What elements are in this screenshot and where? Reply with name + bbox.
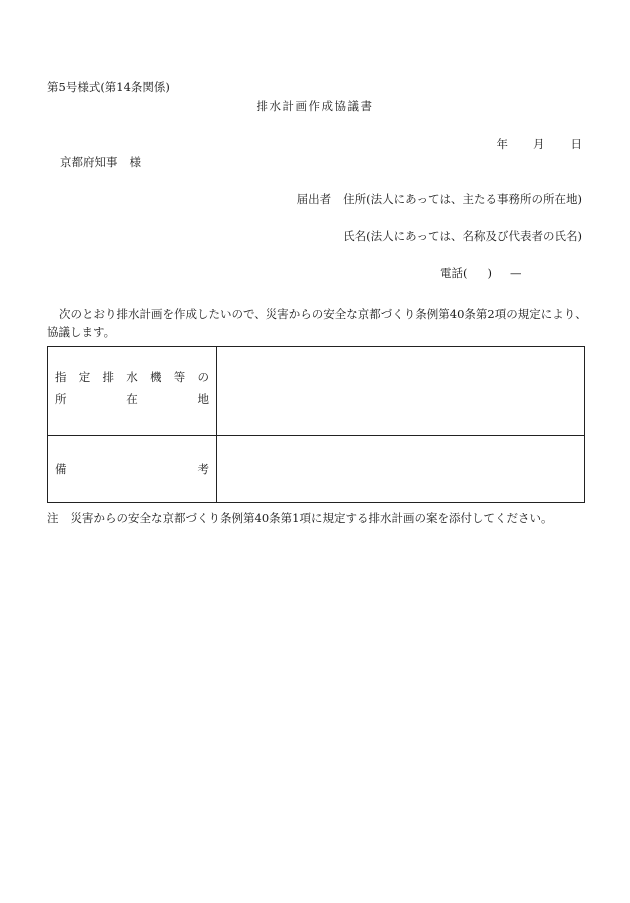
remarks-row	[48, 436, 585, 503]
addressee-honorific: 様	[129, 155, 141, 169]
location-label-char: 地	[197, 391, 209, 406]
location-label-char: 所	[55, 391, 67, 406]
applicant-phone-line	[440, 267, 522, 281]
body-text: 次のとおり排水計画を作成したいので、災害からの安全な京都づくり条例第40条第2項の規定により、協議します。	[47, 307, 587, 339]
location-label-char: の	[197, 370, 209, 384]
footnote-text: 災害からの安全な京都づくり条例第40条第1項に規定する排水計画の案を添付してください。	[70, 511, 553, 525]
phone-dash: —	[510, 266, 522, 280]
remarks-label-char: 備	[55, 462, 67, 476]
location-label-char: 在	[126, 391, 138, 406]
location-label-char: 等	[173, 370, 186, 384]
remarks-label-char: 考	[197, 462, 209, 476]
applicant-name-line: 氏名(法人にあっては、名称及び代表者の氏名)	[343, 229, 582, 243]
addressee-name: 京都府知事	[60, 155, 118, 169]
remarks-label-cell	[48, 436, 217, 503]
addressee	[60, 156, 141, 170]
form-number: 第5号様式(第14条関係)	[47, 80, 170, 94]
date-month-label: 月	[533, 137, 545, 151]
location-label-char: 定	[78, 370, 91, 384]
date-line	[497, 138, 583, 152]
phone-close: )	[487, 266, 492, 280]
remarks-label	[48, 463, 216, 477]
location-value-field[interactable]	[217, 347, 585, 436]
location-label-cell	[48, 347, 217, 436]
date-year-label: 年	[496, 137, 508, 151]
location-label-char: 水	[126, 370, 138, 384]
document-title: 排水計画作成協議書	[256, 99, 374, 113]
applicant-address-line	[297, 193, 582, 207]
location-label-char: 指	[55, 370, 67, 384]
applicant-address: 住所(法人にあっては、主たる事務所の所在地)	[343, 192, 582, 206]
footnote	[47, 512, 552, 526]
date-day-label: 日	[570, 137, 582, 151]
applicant-label: 届出者	[296, 192, 332, 206]
form-table	[47, 346, 585, 503]
footnote-mark: 注	[47, 511, 59, 525]
location-row	[48, 347, 585, 436]
phone-label: 電話(	[440, 266, 468, 280]
location-label-line2	[48, 393, 216, 407]
remarks-value-field[interactable]	[217, 436, 585, 503]
location-label-char: 機	[150, 370, 162, 384]
location-label-line1	[48, 371, 216, 385]
location-label-char: 排	[102, 370, 114, 384]
